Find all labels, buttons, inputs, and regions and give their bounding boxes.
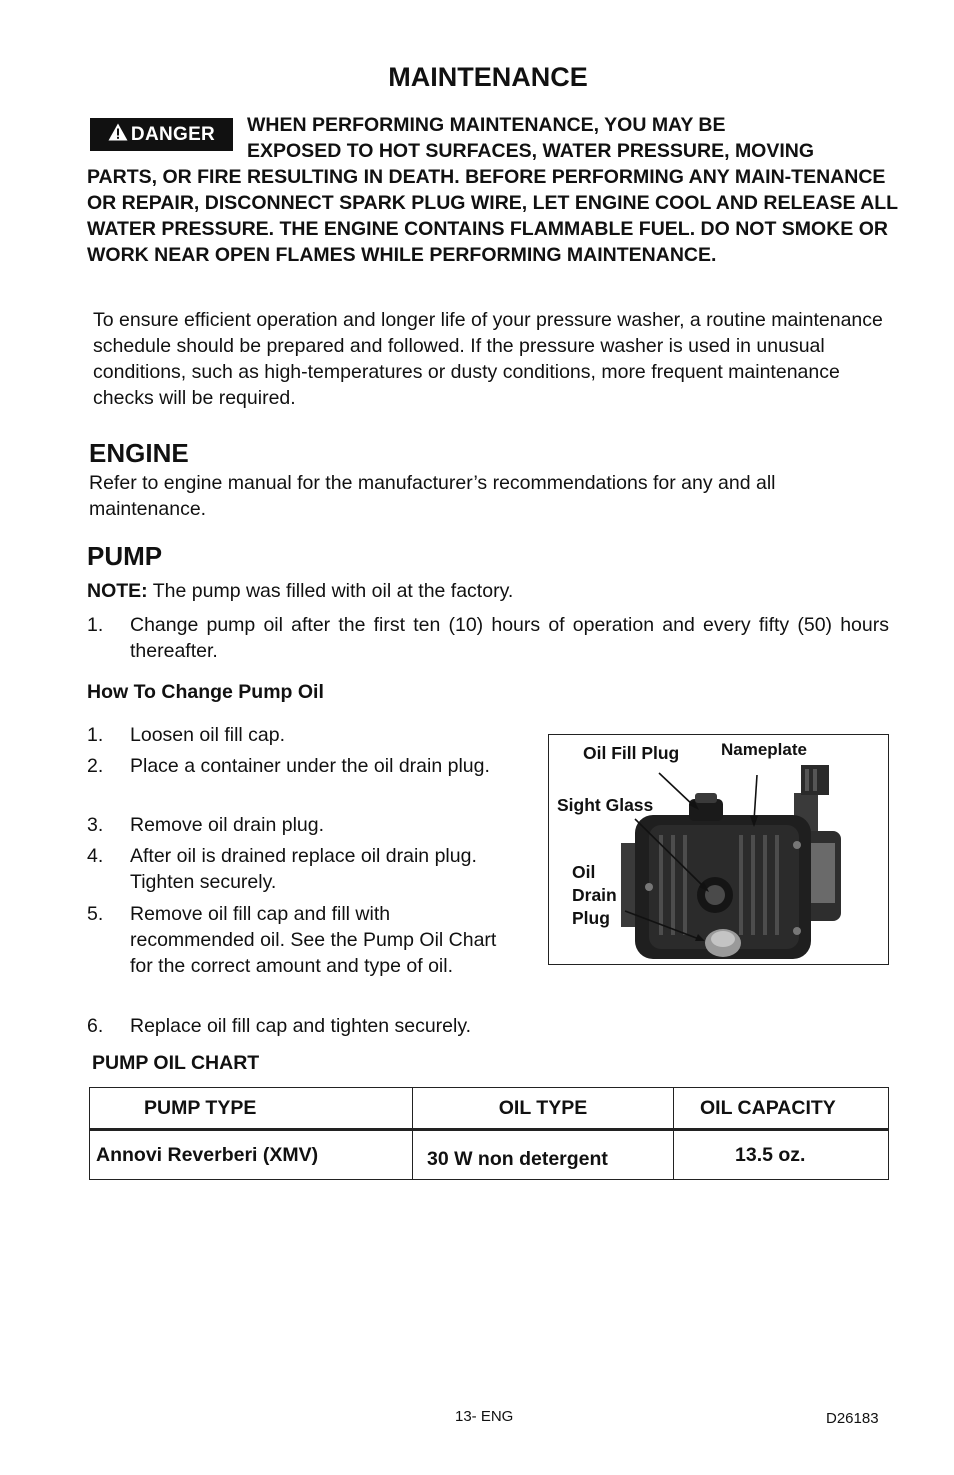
- cell-pump-type: Annovi Reverberi (XMV): [90, 1130, 413, 1180]
- engine-paragraph: Refer to engine manual for the manufacturer’s recommendations for any and all maintenance.: [89, 472, 776, 520]
- oil-drain-plug-label-line2: Drain: [572, 885, 617, 905]
- how-to-heading: How To Change Pump Oil: [87, 681, 324, 703]
- cell-oil-capacity: 13.5 oz.: [674, 1130, 889, 1180]
- pump-oil-chart-table: [89, 1087, 889, 1180]
- intro-paragraph: To ensure efficient operation and longer life of your pressure washer, a routine maintenance schedule should be prepared and followed. If the pressure washer is used in unusual conditions, such as high-temperatures or dusty conditions, more frequent maintenance checks will be required.: [93, 309, 883, 409]
- column-header-oil-capacity: OIL CAPACITY: [674, 1088, 889, 1130]
- document-code: D26183: [826, 1410, 879, 1427]
- oil-fill-plug-label: Oil Fill Plug: [583, 743, 680, 763]
- engine-heading: ENGINE: [89, 438, 189, 468]
- pump-heading: PUMP: [87, 541, 163, 571]
- column-header-oil-type: OIL TYPE: [413, 1088, 674, 1130]
- pump-photo-figure: [548, 734, 889, 965]
- danger-warning-lead: WHEN PERFORMING MAINTENANCE, YOU MAY BE EXPOSED TO HOT SURFACES, WATER PRESSURE, MOVING: [247, 114, 815, 162]
- oil-drain-plug-label-line3: Plug: [572, 908, 610, 928]
- danger-badge: [90, 118, 233, 151]
- nameplate-label: Nameplate: [721, 740, 807, 759]
- page-number: 13- ENG: [455, 1408, 514, 1425]
- warning-triangle-icon: [108, 123, 128, 147]
- danger-warning-text: PARTS, OR FIRE RESULTING IN DEATH. BEFORE PERFORMING ANY MAIN-TENANCE OR REPAIR, DISCONNECT SPARK PLUG WIRE, LET ENGINE COOL AND RELEASE ALL WATER PRESSURE. THE ENGINE CONTAINS FLAMMABLE FUEL. DO NOT SMOKE OR WORK NEAR OPEN FLAMES WHILE PERFORMING MAINTENANCE.: [87, 166, 898, 266]
- pump-oil-chart-title: PUMP OIL CHART: [92, 1052, 260, 1074]
- page-title: MAINTENANCE: [388, 62, 588, 92]
- sight-glass-label: Sight Glass: [557, 795, 654, 815]
- pump-note: NOTE: The pump was filled with oil at the factory.: [87, 580, 514, 602]
- table-row: [90, 1130, 889, 1180]
- column-header-pump-type: PUMP TYPE: [90, 1088, 413, 1130]
- danger-label: DANGER: [130, 123, 216, 145]
- cell-oil-type: 30 W non detergent: [413, 1130, 674, 1180]
- table-header-row: [90, 1088, 889, 1130]
- oil-drain-plug-label-line1: Oil: [572, 862, 596, 882]
